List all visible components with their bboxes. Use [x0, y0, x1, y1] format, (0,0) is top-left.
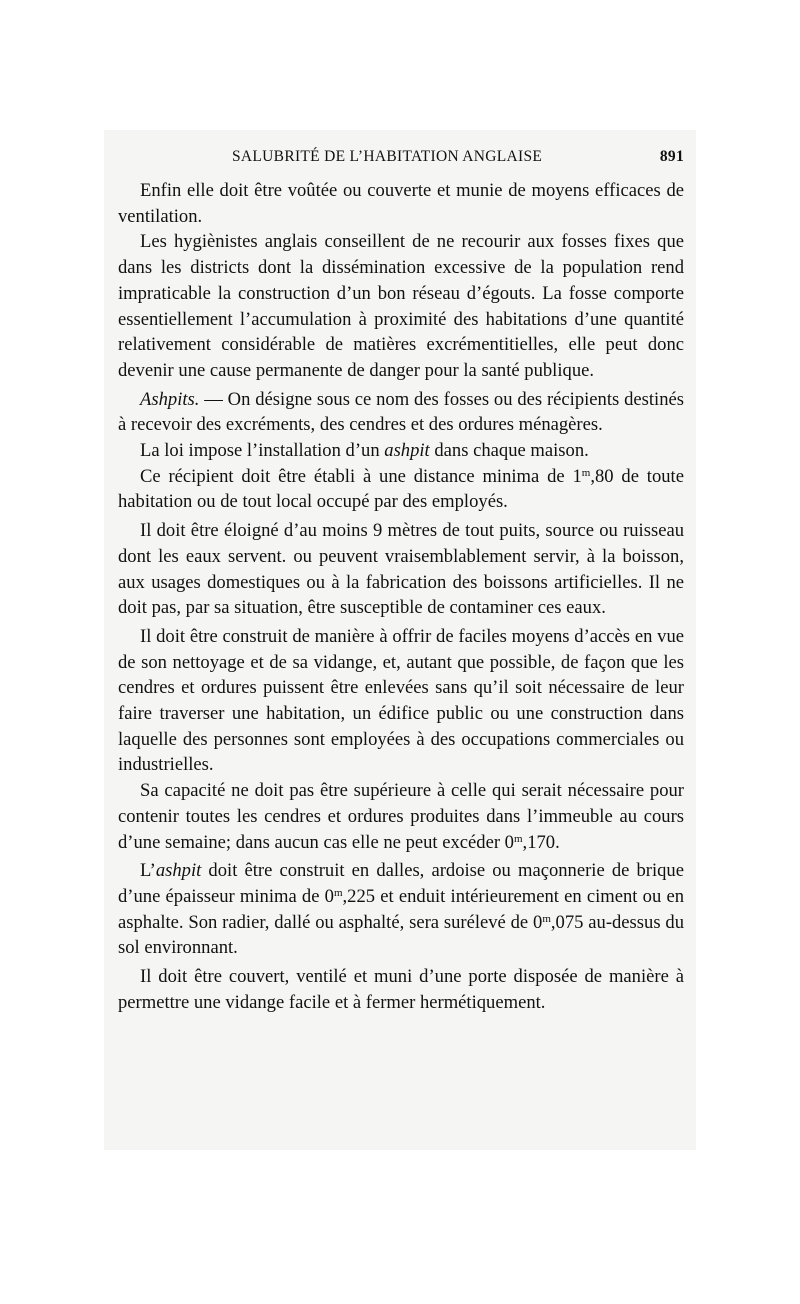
paragraph-loi: [118, 438, 684, 464]
paragraph-text: ,225 et enduit intérieurement en ciment ou en asphalte. Son radier, dallé ou asphalté, sera surélevé de 0: [118, 885, 684, 933]
unit-superscript: m: [542, 912, 551, 925]
body-text: [118, 178, 684, 1016]
italic-term: ashpit: [384, 440, 430, 462]
paragraph-text: ,80 de toute habitation ou de tout local occupé par des employés.: [118, 465, 684, 513]
paragraph-construction: [118, 858, 684, 961]
paragraph-text: Sa capacité ne doit pas être supérieure à celle qui serait nécessaire pour contenir toutes les cendres et ordures produites dans l’immeuble au cours d’une semaine; dans aucun cas elle ne peut excéder 0: [118, 780, 684, 853]
paragraph-text: Il doit être construit de manière à offrir de faciles moyens d’accès en vue de son nettoyage et de sa vidange, et, autant que possible, de façon que les cendres et ordures puissent être enlevées sans qu’il soit nécessaire de leur faire traverser une habitation, un édifice public ou une construction dans laquelle des personnes sont employées à des occupations commerciales ou industrielles.: [118, 625, 684, 776]
paragraph-text: doit être construit en dalles, ardoise ou maçonnerie de brique d’une épaisseur minima de 0: [118, 860, 684, 907]
paragraph-text: Ce récipient doit être établi à une distance minima de 1: [140, 465, 582, 487]
paragraph-text: Il doit être couvert, ventilé et muni d’une porte disposée de manière à permettre une vidange facile et à fermer hermétiquement.: [118, 966, 684, 1013]
unit-superscript: m: [333, 886, 343, 899]
section-title-ashpits: Ashpits.: [140, 388, 200, 410]
running-title: SALUBRITÉ DE L’HABITATION ANGLAISE: [232, 148, 543, 165]
paragraph-text: ,075 au-dessus du sol environnant.: [118, 911, 684, 959]
paragraph-text: Les hygiènistes anglais conseillent de ne recourir aux fosses fixes que dans les districts dont la dissémination excessive de la population rend impraticable la construction d’un bon réseau d’égouts. La fosse comporte essentiellement l’accumulation à proximité des habitations d’une quantité relativement considérable de matières excrémentitielles, elle peut donc devenir une cause permanente de danger pour la santé publique.: [118, 231, 684, 381]
paragraph-acces: [118, 624, 684, 778]
paragraph-text: Il doit être éloigné d’au moins 9 mètres de tout puits, source ou ruisseau dont les eaux servent. ou peuvent vraisemblablement servir, à la boisson, aux usages domestiques ou à la fabrication des boissons artificielles. Il ne doit pas, par sa situation, être susceptible de contaminer ces eaux.: [118, 520, 684, 619]
page-number: 891: [659, 148, 684, 165]
paragraph-puits: [118, 518, 684, 621]
paragraph-text: dans chaque maison.: [429, 440, 589, 462]
paragraph-text: L’: [140, 860, 156, 882]
italic-term: ashpit: [155, 860, 202, 882]
paragraph-text: Enfin elle doit être voûtée ou couverte et munie de moyens efficaces de ventilation.: [118, 180, 684, 227]
unit-superscript: m: [581, 466, 591, 479]
paragraph-text: ,170.: [522, 831, 560, 853]
paragraph-capacite: [118, 778, 684, 855]
paragraph-fosses-fixes: [118, 229, 684, 383]
paragraph-couvert: [118, 964, 684, 1015]
paragraph-distance: [118, 464, 684, 515]
paragraph-text: — On désigne sous ce nom des fosses ou des récipients destinés à recevoir des excréments, des cendres et des ordures ménagères.: [118, 388, 684, 436]
unit-superscript: m: [513, 832, 523, 845]
paragraph-text: La loi impose l’installation d’un: [140, 440, 385, 462]
running-head: [118, 148, 684, 172]
paragraph-ashpits-definition: [118, 387, 684, 438]
paragraph-ventilation: [118, 178, 684, 229]
